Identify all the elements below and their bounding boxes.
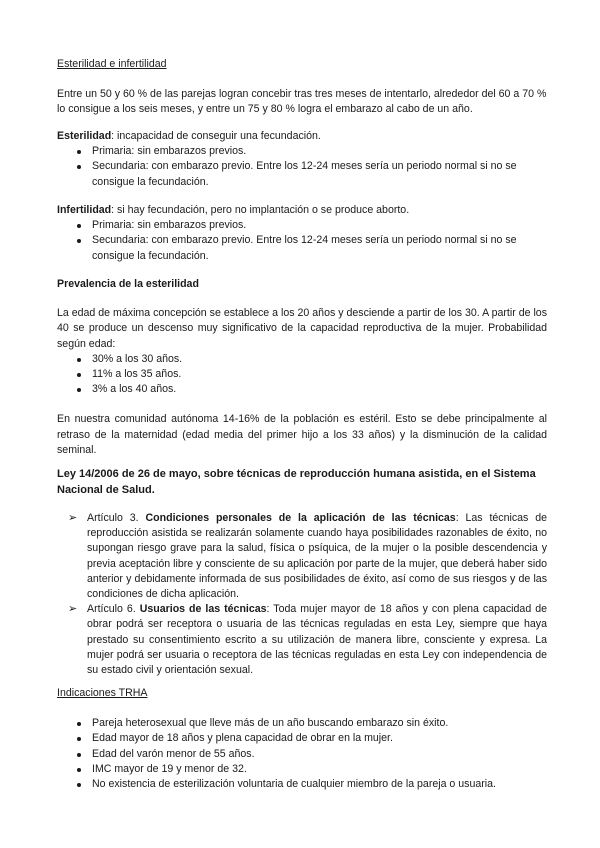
ley-title: Ley 14/2006 de 26 de mayo, sobre técnicas de reproducción humana asistida, en el Sistema Nacional de Salud. xyxy=(57,468,536,496)
article-3 xyxy=(68,511,547,602)
intro-title: Esterilidad e infertilidad xyxy=(57,58,167,70)
indicaciones-section xyxy=(57,686,547,792)
list-item: Edad mayor de 18 años y plena capacidad de obrar en la mujer. xyxy=(57,731,547,746)
article-heading: Condiciones personales de la aplicación de las técnicas xyxy=(145,512,456,524)
prevalencia-text-2: En nuestra comunidad autónoma 14-16% de la población es estéril. Esto se debe principalmente al retraso de la maternidad (edad media del primer hijo a los 33 años) y la disminución de la calidad seminal. xyxy=(57,413,547,456)
esterilidad-block xyxy=(57,129,547,190)
article-prefix: Artículo 6. xyxy=(87,603,140,616)
article-body: : Toda mujer mayor de 18 años y con plena capacidad de obrar podrá ser receptora o usuaria de las técnicas reguladas en esta Ley, siempre que haya prestado su consentimiento escrito a su utilización de manera libre, consciente y expresa. La mujer podrá ser usuaria o receptora de las técnicas reguladas en esta Ley con independencia de su estado civil y orientación sexual. xyxy=(87,603,547,677)
list-item: Secundaria: con embarazo previo. Entre los 12-24 meses sería un periodo normal si no se consigue la fecundación. xyxy=(57,159,547,189)
list-item: 30% a los 30 años. xyxy=(57,352,547,367)
list-item: 11% a los 35 años. xyxy=(57,367,547,382)
prevalencia-section xyxy=(57,277,547,458)
list-item: 3% a los 40 años. xyxy=(57,382,547,397)
esterilidad-definition xyxy=(57,129,547,144)
esterilidad-def: : incapacidad de conseguir una fecundación. xyxy=(111,130,321,142)
infertilidad-def: : si hay fecundación, pero no implantación o se produce aborto. xyxy=(111,204,410,216)
indicaciones-list xyxy=(57,716,547,792)
list-item: No existencia de esterilización voluntaria de cualquier miembro de la pareja o usuaria. xyxy=(57,777,547,792)
articles-list xyxy=(68,511,547,678)
infertilidad-list xyxy=(57,218,547,264)
arrow-bullet-icon: ➢ xyxy=(68,512,78,524)
list-item: Edad del varón menor de 55 años. xyxy=(57,747,547,762)
list-item: Secundaria: con embarazo previo. Entre los 12-24 meses sería un periodo normal si no se consigue la fecundación. xyxy=(57,233,547,263)
list-item: Primaria: sin embarazos previos. xyxy=(57,218,547,233)
intro-text: Entre un 50 y 60 % de las parejas logran concebir tras tres meses de intentarlo, alrededor del 60 a 70 % lo consigue a los seis meses, y entre un 75 y 80 % logra el embarazo al cabo de un año. xyxy=(57,88,547,116)
article-body: : Las técnicas de reproducción asistida se realizarán solamente cuando haya posibilidades razonables de éxito, no supongan riesgo grave para la salud, física o psíquica, de la mujer o la posible descendencia y previa aceptación libre y consciente de su aplicación por parte de la mujer, que deberá haber sido anterior y debidamente informada de sus posibilidades de éxito, así como de sus riesgos y de las condiciones de dicha aplicación. xyxy=(87,512,547,601)
esterilidad-list xyxy=(57,144,547,190)
list-item: Pareja heterosexual que lleve más de un año buscando embarazo sin éxito. xyxy=(57,716,547,731)
prevalencia-text: La edad de máxima concepción se establece a los 20 años y desciende a partir de los 30. A partir de los 40 se produce un descenso muy significativo de la capacidad reproductiva de la mujer. Probabilidad según edad: xyxy=(57,307,547,350)
ley-section xyxy=(57,466,547,498)
prevalencia-list xyxy=(57,352,547,398)
infertilidad-term: Infertilidad xyxy=(57,204,112,216)
article-heading: Usuarios de las técnicas xyxy=(139,603,267,616)
article-prefix: Artículo 3. xyxy=(87,512,146,524)
list-item: Primaria: sin embarazos previos. xyxy=(57,144,547,159)
article-6 xyxy=(68,602,547,678)
esterilidad-term: Esterilidad xyxy=(57,130,112,142)
prevalencia-title: Prevalencia de la esterilidad xyxy=(57,278,199,290)
intro-section xyxy=(57,57,547,118)
indicaciones-title: Indicaciones TRHA xyxy=(57,687,148,699)
ley-articles xyxy=(57,511,547,678)
arrow-bullet-icon: ➢ xyxy=(68,603,78,616)
list-item: IMC mayor de 19 y menor de 32. xyxy=(57,762,547,777)
infertilidad-block xyxy=(57,203,547,264)
infertilidad-definition xyxy=(57,203,547,218)
